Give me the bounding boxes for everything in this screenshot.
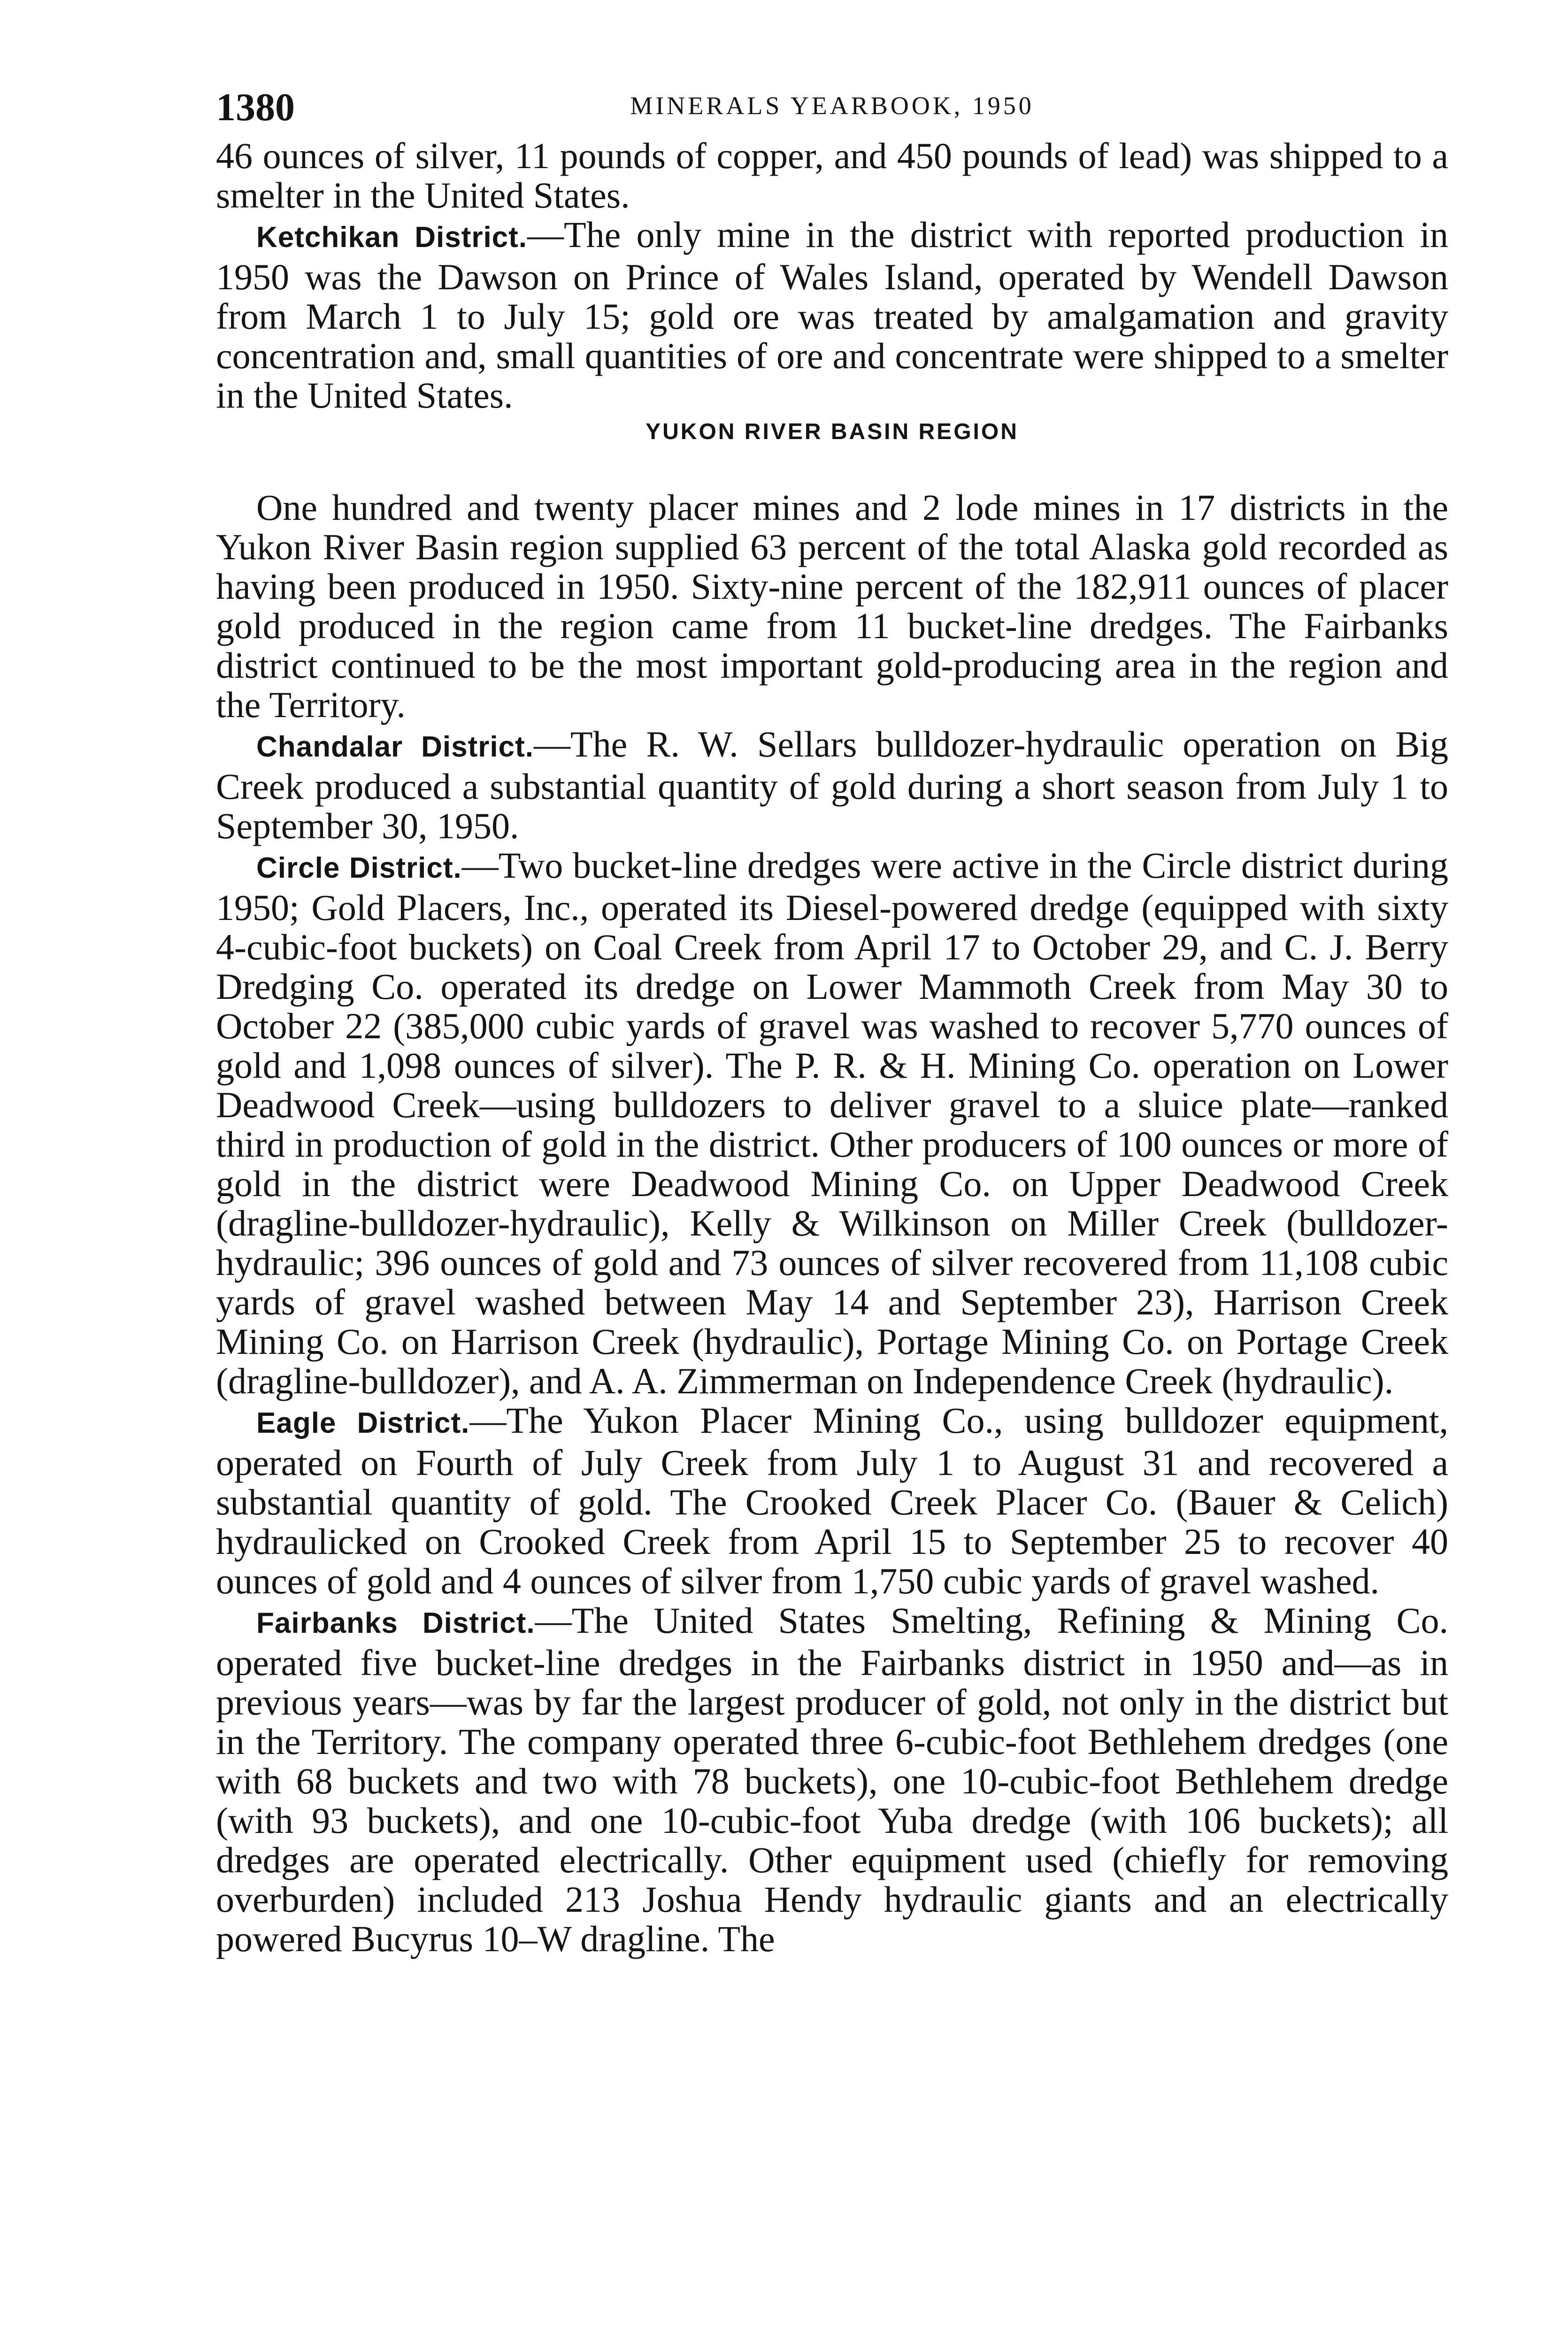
run-in-heading: Eagle District. [256,1407,470,1439]
paragraph-fairbanks-district [216,1601,1448,1959]
paragraph-text: One hundred and twenty placer mines and 2 lode mines in 17 districts in the Yukon River Basin region supplied 63 percent of the total Alaska gold recorded as having been produced in 1950. Sixty-nine percent of the 182,911 ounces of placer gold produced in the region came from 11 bucket-line dredges. The Fairbanks district continued to be the most important gold-producing area in the region and the Territory. [216,487,1448,725]
paragraph-eagle-district [216,1401,1448,1601]
paragraph-chandalar-district [216,725,1448,846]
paragraph-circle-district [216,846,1448,1401]
run-in-heading: Chandalar District. [256,731,534,763]
paragraph-ketchikan-district [216,215,1448,415]
page-header [216,85,1448,136]
section-heading: YUKON RIVER BASIN REGION [646,419,1019,444]
paragraph-text: —The United States Smelting, Refining & Mining Co. operated five bucket-line dredges in the Fairbanks district in 1950 and—as in previous years—was by far the largest producer of gold, not only in the district but in the Territory. The company operated three 6-cubic-foot Bethlehem dredges (one with 68 buckets and two with 78 buckets), one 10-cubic-foot Bethlehem dredge (with 93 buckets), and one 10-cubic-foot Yuba dredge (with 106 buckets); all dredges are operated electrically. Other equipment used (chiefly for removing overburden) included 213 Joshua Hendy hydraulic giants and an electrically powered Bucyrus 10–W dragline. The [216,1600,1448,1959]
paragraph-text: —The R. W. Sellars bulldozer-hydraulic operation on Big Creek produced a substantial quantity of gold during a short season from July 1 to September 30, 1950. [216,724,1448,846]
running-head: MINERALS YEARBOOK, 1950 [630,92,1034,120]
paragraph-text: —Two bucket-line dredges were active in the Circle district during 1950; Gold Placers, Inc., operated its Diesel-powered dredge (equipped with sixty 4-cubic-foot buckets) on Coal Creek from April 17 to October 29, and C. J. Berry Dredging Co. operated its dredge on Lower Mammoth Creek from May 30 to October 22 (385,000 cubic yards of gravel was washed to recover 5,770 ounces of gold and 1,098 ounces of silver). The P. R. & H. Mining Co. operation on Lower Deadwood Creek—using bulldozers to deliver gravel to a sluice plate—ranked third in production of gold in the district. Other producers of 100 ounces or more of gold in the district were Deadwood Mining Co. on Upper Deadwood Creek (dragline-bulldozer-hydraulic), Kelly & Wilkinson on Miller Creek (bulldozer-hydraulic; 396 ounces of gold and 73 ounces of silver recovered from 11,108 cubic yards of gravel washed between May 14 and September 23), Harrison Creek Mining Co. on Harrison Creek (hydraulic), Portage Mining Co. on Portage Creek (dragline-bulldozer), and A. A. Zimmerman on Independence Creek (hydraulic). [216,845,1448,1401]
page-number: 1380 [216,85,295,129]
run-in-heading: Fairbanks District. [256,1607,535,1639]
document-page [216,85,1448,1959]
paragraph-text: —The Yukon Placer Mining Co., using bulldozer equipment, operated on Fourth of July Creek from July 1 to August 31 and recovered a substantial quantity of gold. The Crooked Creek Placer Co. (Bauer & Celich) hydraulicked on Crooked Creek from April 15 to September 25 to recover 40 ounces of gold and 4 ounces of silver from 1,750 cubic yards of gravel washed. [216,1400,1448,1601]
paragraph-text: —The only mine in the district with reported production in 1950 was the Dawson on Prince of Wales Island, operated by Wendell Dawson from March 1 to July 15; gold ore was treated by amalgamation and gravity concentration and, small quantities of ore and concentrate were shipped to a smelter in the United States. [216,214,1448,416]
run-in-heading: Circle District. [256,852,462,884]
paragraph-text: 46 ounces of silver, 11 pounds of copper, and 450 pounds of lead) was shipped to a smelter in the United States. [216,135,1448,216]
run-in-heading: Ketchikan District. [256,221,528,254]
paragraph-continuation [216,136,1448,215]
paragraph-region-summary [216,488,1448,725]
